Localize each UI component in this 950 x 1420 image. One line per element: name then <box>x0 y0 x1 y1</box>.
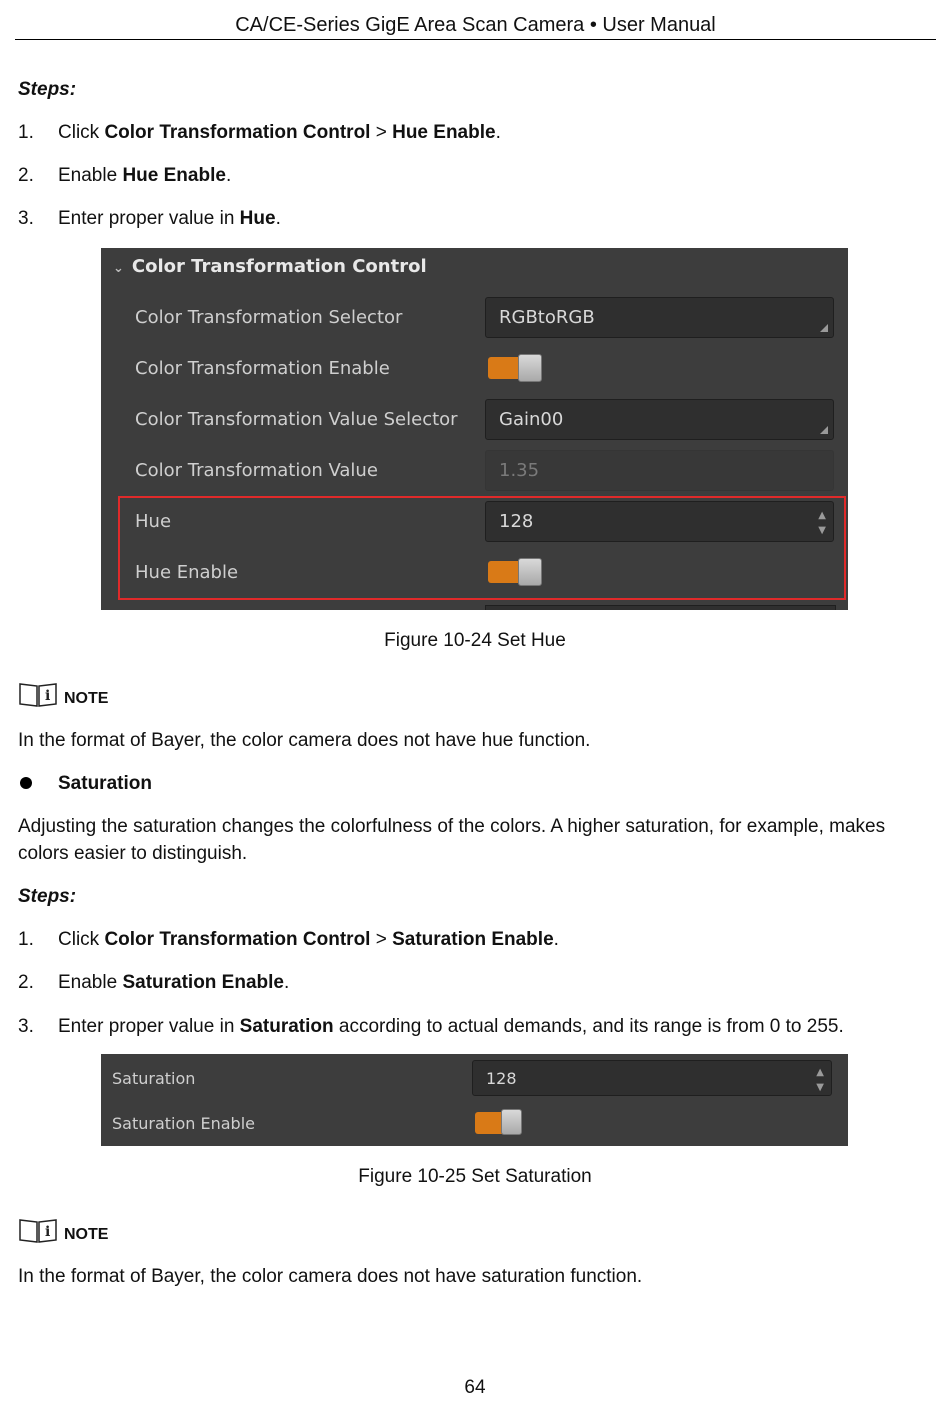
bullet-title: Saturation <box>58 773 152 794</box>
svg-text:i: i <box>45 688 51 704</box>
param-label: Color Transformation Value <box>135 460 378 481</box>
dropdown-corner-icon <box>820 324 828 332</box>
param-label: Hue Enable <box>135 562 239 583</box>
section-header[interactable]: ⌄ Color Transformation Control <box>113 256 427 277</box>
note-text: In the format of Bayer, the color camera does not have hue function. <box>18 730 591 751</box>
step-number: 1. <box>18 122 34 143</box>
figure-caption: Figure 10-24 Set Hue <box>384 630 566 651</box>
param-label: Color Transformation Value Selector <box>135 409 458 430</box>
note-block <box>18 1214 108 1244</box>
note-label: NOTE <box>64 1226 109 1243</box>
param-label: Color Transformation Enable <box>135 358 390 379</box>
saturation-description: Adjusting the saturation changes the colorfulness of the colors. A higher saturation, for example, makes colors easier to distinguish. <box>18 816 886 864</box>
note-block <box>18 678 108 708</box>
note-text: In the format of Bayer, the color camera does not have saturation function. <box>18 1266 643 1287</box>
highlight-box <box>118 496 846 600</box>
steps-label: Steps: <box>18 886 77 907</box>
bullet-icon <box>20 777 32 789</box>
spinner-arrows-icon[interactable]: ▲ ▼ <box>816 1067 824 1093</box>
spinner-arrows-icon[interactable]: ▲ ▼ <box>818 510 826 536</box>
step-text: Click Color Transformation Control > Saturation Enable. <box>58 929 559 950</box>
enable-toggle[interactable] <box>488 354 542 380</box>
step-text: Click Color Transformation Control > Hue Enable. <box>58 122 501 143</box>
figure-hue-screenshot <box>101 248 848 610</box>
step-number: 2. <box>18 165 34 186</box>
hue-input[interactable]: 128 ▲ ▼ <box>485 501 834 542</box>
param-label: Color Transformation Selector <box>135 307 403 328</box>
steps-label: Steps: <box>18 79 77 100</box>
note-book-icon <box>18 1216 58 1244</box>
step-text: Enable Saturation Enable. <box>58 972 290 993</box>
param-label: Saturation Enable <box>112 1114 255 1133</box>
step-number: 2. <box>18 972 34 993</box>
value-selector-dropdown[interactable]: Gain00 <box>485 399 834 440</box>
note-label: NOTE <box>64 690 109 707</box>
step-text: Enter proper value in Hue. <box>58 208 281 229</box>
page-number: 64 <box>464 1377 486 1398</box>
step-number: 3. <box>18 1016 34 1037</box>
chevron-down-icon: ⌄ <box>113 261 124 276</box>
step-number: 1. <box>18 929 34 950</box>
dropdown-corner-icon <box>820 426 828 434</box>
note-book-icon <box>18 680 58 708</box>
step-text: Enable Hue Enable. <box>58 165 232 186</box>
step-text: Enter proper value in Saturation according to actual demands, and its range is from 0 to 255. <box>58 1016 844 1037</box>
step-number: 3. <box>18 208 34 229</box>
partial-next-field <box>485 605 836 610</box>
param-label: Hue <box>135 511 172 532</box>
saturation-enable-toggle[interactable] <box>475 1109 523 1135</box>
page-header: CA/CE-Series GigE Area Scan Camera • User Manual <box>15 10 936 40</box>
saturation-input[interactable]: 128 ▲ ▼ <box>472 1060 832 1096</box>
value-field: 1.35 <box>485 450 834 491</box>
figure-saturation-screenshot <box>101 1054 848 1146</box>
selector-dropdown[interactable]: RGBtoRGB <box>485 297 834 338</box>
param-label: Saturation <box>112 1069 196 1088</box>
figure-caption: Figure 10-25 Set Saturation <box>358 1166 592 1187</box>
svg-text:i: i <box>45 1224 51 1240</box>
